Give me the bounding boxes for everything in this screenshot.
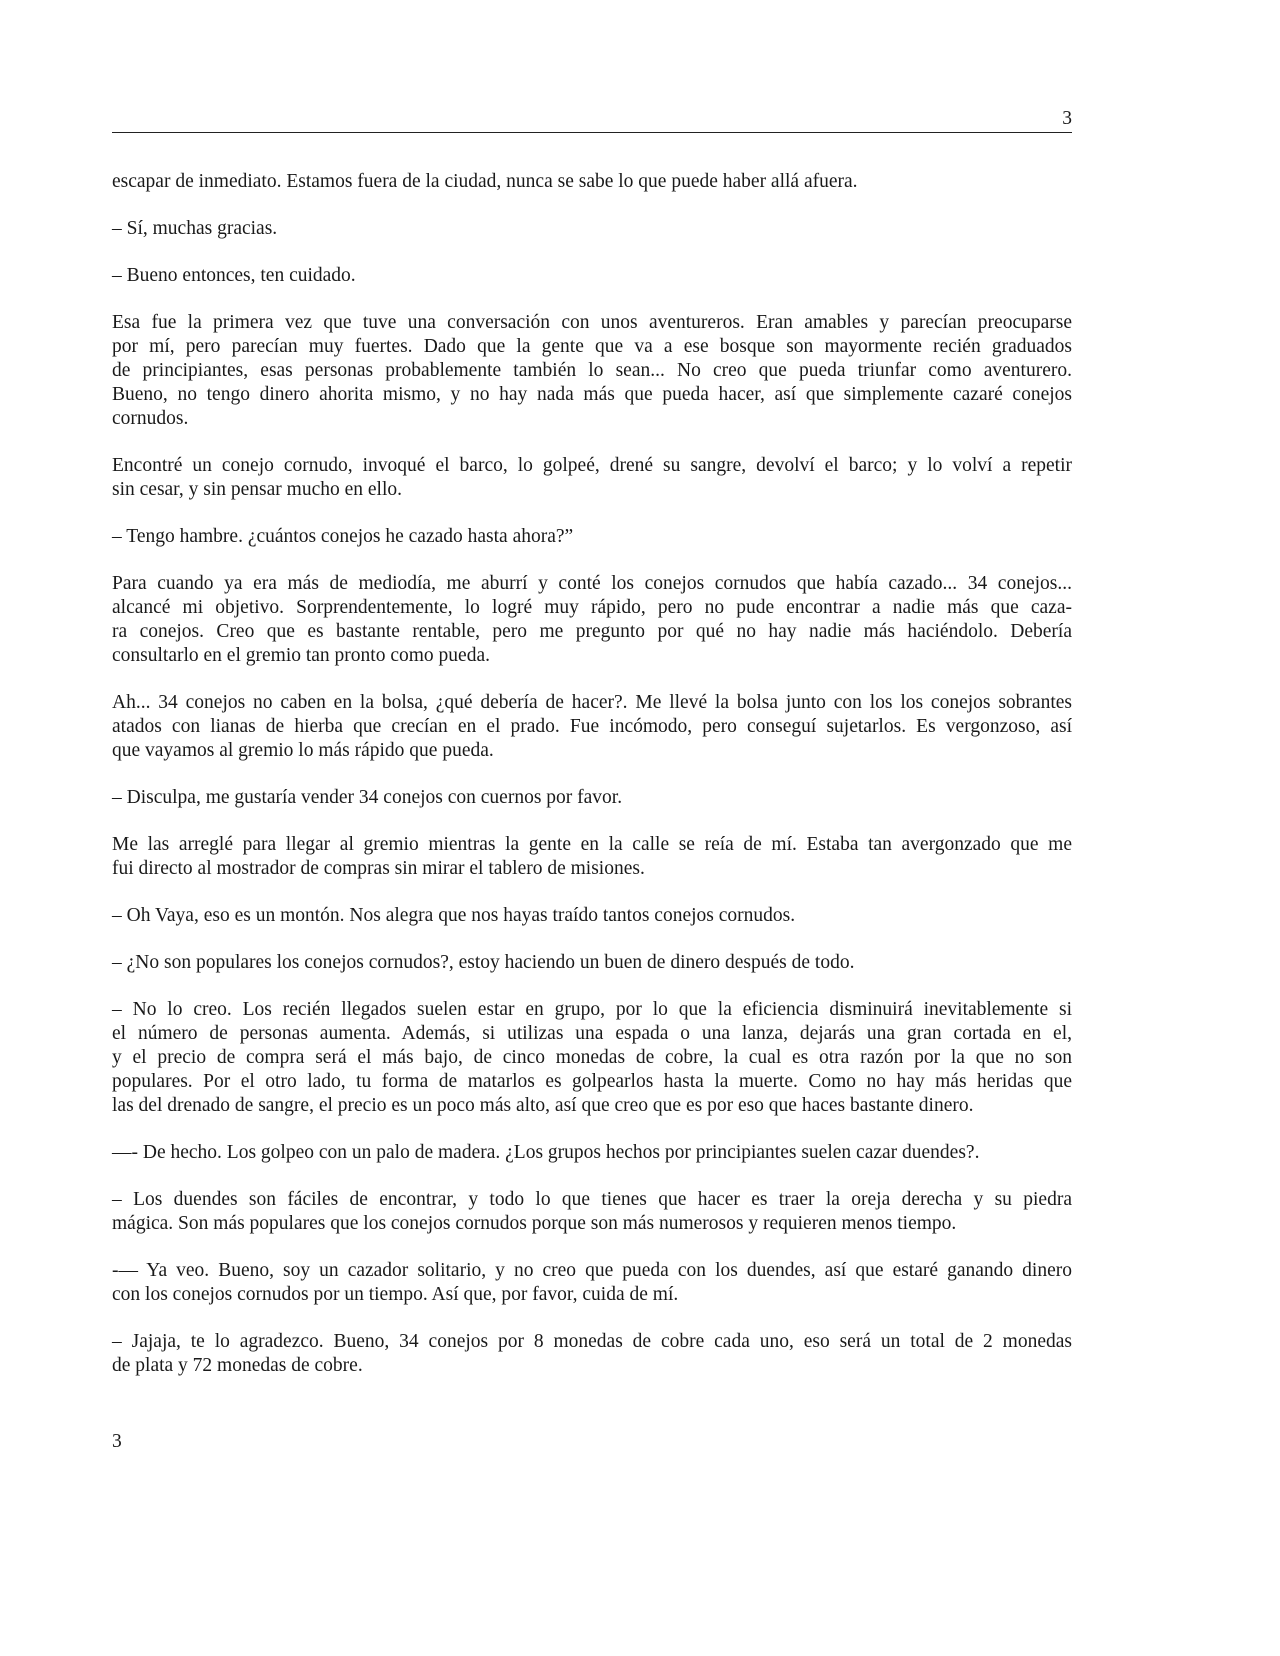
text-line: de plata y 72 monedas de cobre. bbox=[112, 1355, 363, 1376]
text-line: el número de personas aumenta. Además, si utilizas una espada o una lanza, dejarás una gran cortada en el, bbox=[112, 1023, 1072, 1044]
page-body bbox=[112, 170, 1072, 1401]
paragraph bbox=[112, 691, 1072, 763]
text-line: escapar de inmediato. Estamos fuera de la ciudad, nunca se sabe lo que puede haber allá afuera. bbox=[112, 171, 858, 192]
paragraph bbox=[112, 951, 1072, 975]
paragraph bbox=[112, 833, 1072, 881]
text-line: – Oh Vaya, eso es un montón. Nos alegra que nos hayas traído tantos conejos cornudos. bbox=[112, 905, 796, 926]
text-line: consultarlo en el gremio tan pronto como pueda. bbox=[112, 645, 490, 666]
text-line: sin cesar, y sin pensar mucho en ello. bbox=[112, 479, 403, 500]
text-line: Me las arreglé para llegar al gremio mientras la gente en la calle se reía de mí. Estaba tan avergonzado que me bbox=[112, 834, 1072, 855]
text-line: – Sí, muchas gracias. bbox=[112, 218, 278, 239]
text-line: – No lo creo. Los recién llegados suelen estar en grupo, por lo que la eficiencia disminuirá inevitablemente si bbox=[112, 999, 1072, 1020]
paragraph bbox=[112, 1330, 1072, 1378]
text-line: – Jajaja, te lo agradezco. Bueno, 34 conejos por 8 monedas de cobre cada uno, eso será un total de 2 monedas bbox=[112, 1331, 1072, 1352]
text-line: que vayamos al gremio lo más rápido que pueda. bbox=[112, 740, 494, 761]
text-line: las del drenado de sangre, el precio es un poco más alto, así que creo que es por eso que haces bastante dinero. bbox=[112, 1095, 974, 1116]
text-line: cornudos. bbox=[112, 408, 189, 429]
text-line: – Tengo hambre. ¿cuántos conejos he cazado hasta ahora?” bbox=[112, 526, 574, 547]
text-line: – ¿No son populares los conejos cornudos?, estoy haciendo un buen de dinero después de todo. bbox=[112, 952, 855, 973]
paragraph bbox=[112, 217, 1072, 241]
text-line: mágica. Son más populares que los conejos cornudos porque son más numerosos y requieren menos tiempo. bbox=[112, 1213, 957, 1234]
text-line: —- De hecho. Los golpeo con un palo de madera. ¿Los grupos hechos por principiantes suelen cazar duendes?. bbox=[112, 1142, 980, 1163]
paragraph bbox=[112, 170, 1072, 194]
text-line: por mí, pero parecían muy fuertes. Dado que la gente que va a ese bosque son mayormente recién graduados bbox=[112, 336, 1072, 357]
text-line: – Bueno entonces, ten cuidado. bbox=[112, 265, 356, 286]
footer-page-number: 3 bbox=[112, 1431, 122, 1452]
header-page-number: 3 bbox=[1062, 108, 1072, 129]
paragraph bbox=[112, 904, 1072, 928]
text-line: de principiantes, esas personas probablemente también lo sean... No creo que pueda triunfar como aventurero. bbox=[112, 360, 1072, 381]
text-line: Ah... 34 conejos no caben en la bolsa, ¿qué debería de hacer?. Me llevé la bolsa junto con los los conejos sobrantes bbox=[112, 692, 1072, 713]
paragraph bbox=[112, 1259, 1072, 1307]
text-line: Para cuando ya era más de mediodía, me aburrí y conté los conejos cornudos que había cazado... 34 conejos... bbox=[112, 573, 1072, 594]
text-line: Esa fue la primera vez que tuve una conversación con unos aventureros. Eran amables y parecían preocuparse bbox=[112, 312, 1072, 333]
text-line: populares. Por el otro lado, tu forma de matarlos es golpearlos hasta la muerte. Como no hay más heridas que bbox=[112, 1071, 1072, 1092]
paragraph bbox=[112, 572, 1072, 668]
text-line: Encontré un conejo cornudo, invoqué el barco, lo golpeé, drené su sangre, devolví el barco; y lo volví a repetir bbox=[112, 455, 1072, 476]
text-line: ra conejos. Creo que es bastante rentable, pero me pregunto por qué no hay nadie más haciéndolo. Debería bbox=[112, 621, 1072, 642]
paragraph bbox=[112, 1141, 1072, 1165]
text-line: con los conejos cornudos por un tiempo. Así que, por favor, cuida de mí. bbox=[112, 1284, 679, 1305]
text-line: alcancé mi objetivo. Sorprendentemente, lo logré muy rápido, pero no pude encontrar a nadie más que caza- bbox=[112, 597, 1072, 618]
paragraph bbox=[112, 786, 1072, 810]
paragraph bbox=[112, 264, 1072, 288]
text-line: Bueno, no tengo dinero ahorita mismo, y no hay nada más que pueda hacer, así que simplemente cazaré conejos bbox=[112, 384, 1072, 405]
text-line: – Los duendes son fáciles de encontrar, y todo lo que tienes que hacer es traer la oreja derecha y su piedra bbox=[112, 1189, 1072, 1210]
text-line: atados con lianas de hierba que crecían en el prado. Fue incómodo, pero conseguí sujetarlos. Es vergonzoso, así bbox=[112, 716, 1072, 737]
paragraph bbox=[112, 998, 1072, 1118]
text-line: y el precio de compra será el más bajo, de cinco monedas de cobre, la cual es otra razón por la que no son bbox=[112, 1047, 1072, 1068]
header-rule bbox=[112, 132, 1072, 133]
paragraph bbox=[112, 311, 1072, 431]
paragraph bbox=[112, 525, 1072, 549]
text-line: -— Ya veo. Bueno, soy un cazador solitario, y no creo que pueda con los duendes, así que estaré ganando dinero bbox=[112, 1260, 1072, 1281]
paragraph bbox=[112, 1188, 1072, 1236]
text-line: – Disculpa, me gustaría vender 34 conejos con cuernos por favor. bbox=[112, 787, 623, 808]
text-line: fui directo al mostrador de compras sin mirar el tablero de misiones. bbox=[112, 858, 645, 879]
paragraph bbox=[112, 454, 1072, 502]
